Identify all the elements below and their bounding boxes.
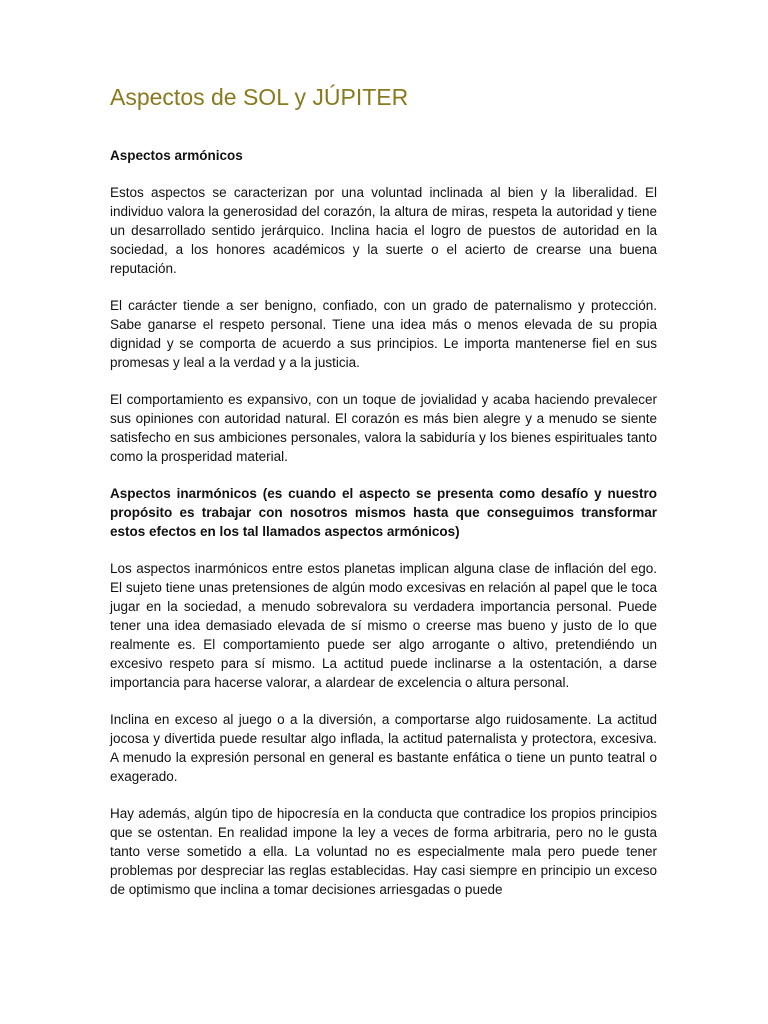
paragraph: El carácter tiende a ser benigno, confiado, con un grado de paternalismo y protección. Sabe ganarse el respeto personal. Tiene una idea más o menos elevada de su propia dignidad y se comporta de acuerdo a sus principios. Le importa mantenerse fiel en sus promesas y leal a la verdad y a la justicia. <box>110 298 657 370</box>
section-heading: Aspectos armónicos <box>110 148 243 163</box>
paragraph: Inclina en exceso al juego o a la diversión, a comportarse algo ruidosamente. La actitud jocosa y divertida puede resultar algo inflada, la actitud paternalista y protectora, excesiva. A menudo la expresión personal en general es bastante enfática o tiene un punto teatral o exagerado. <box>110 712 657 784</box>
paragraph: Estos aspectos se caracterizan por una voluntad inclinada al bien y la liberalidad. El individuo valora la generosidad del corazón, la altura de miras, respeta la autoridad y tiene un desarrollado sentido jerárquico. Inclina hacia el logro de puestos de autoridad en la sociedad, a los honores académicos y la suerte o el acierto de crearse una buena reputación. <box>110 185 657 276</box>
section-heading: Aspectos inarmónicos (es cuando el aspecto se presenta como desafío y nuestro propósito es trabajar con nosotros mismos hasta que conseguimos transformar estos efectos en los tal llamados aspectos armónicos) <box>110 486 657 539</box>
section-inharmonic <box>110 484 657 899</box>
document-title: Aspectos de SOL y JÚPITER <box>110 84 409 110</box>
document-body <box>110 146 657 899</box>
paragraph: Los aspectos inarmónicos entre estos planetas implican alguna clase de inflación del ego. El sujeto tiene unas pretensiones de algún modo excesivas en relación al papel que le toca jugar en la sociedad, a menudo sobrevalora su verdadera importancia personal. Puede tener una idea demasiado elevada de sí mismo o creerse mas bueno y justo de lo que realmente es. El comportamiento puede ser algo arrogante o altivo, pretendiéndo un excesivo respeto para sí mismo. La actitud puede inclinarse a la ostentación, a darse importancia para hacerse valorar, a alardear de excelencia o altura personal. <box>110 561 657 690</box>
paragraph: Hay además, algún tipo de hipocresía en la conducta que contradice los propios principios que se ostentan. En realidad impone la ley a veces de forma arbitraria, pero no le gusta tanto verse sometido a ella. La voluntad no es especialmente mala pero puede tener problemas por despreciar las reglas establecidas. Hay casi siempre en principio un exceso de optimismo que inclina a tomar decisiones arriesgadas o puede <box>110 806 657 897</box>
paragraph: El comportamiento es expansivo, con un toque de jovialidad y acaba haciendo prevalecer sus opiniones con autoridad natural. El corazón es más bien alegre y a menudo se siente satisfecho en sus ambiciones personales, valora la sabiduría y los bienes espirituales tanto como la prosperidad material. <box>110 392 657 464</box>
section-harmonic <box>110 146 657 466</box>
